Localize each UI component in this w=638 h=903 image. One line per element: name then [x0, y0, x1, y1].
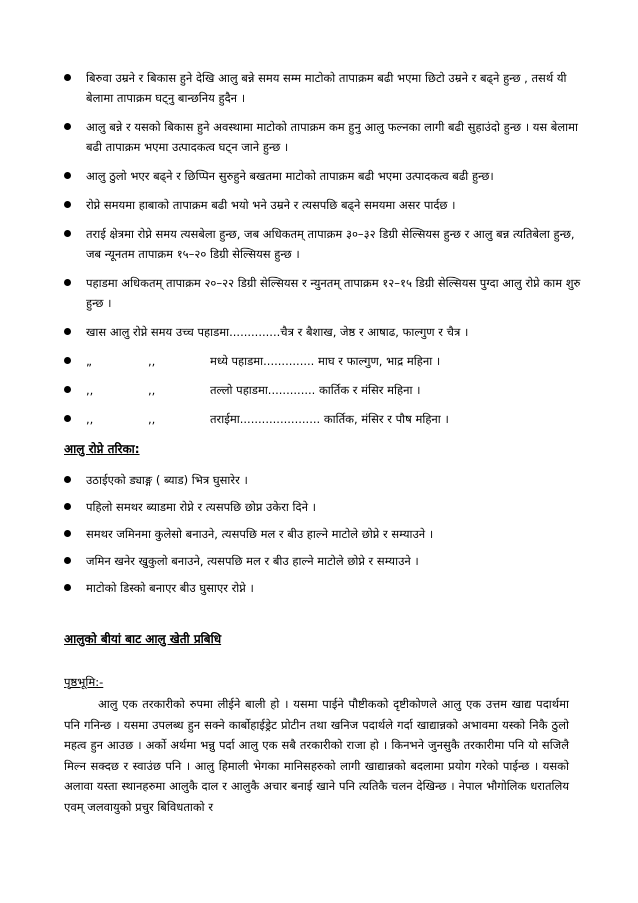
ditto-mark: ,,: [86, 412, 94, 426]
bullet-text: पहाडमा अधिकतम् तापाक्रम २०–२२ डिग्री सेल्सियस र न्युनतम् तापाक्रम १२–१५ डिग्री सेल्सियस पुग्दा आलु रोप्ने काम शुरु हुन्छ ।: [86, 276, 581, 310]
bullet-dot-icon: [64, 584, 71, 591]
ditto-mark: ,,: [148, 383, 156, 397]
bullet-dot-icon: [64, 557, 71, 564]
ditto-mark: ,,: [148, 354, 156, 368]
list-item: [64, 551, 584, 571]
seed-heading: आलुको बीयां बाट आलु खेती प्रबिधि: [64, 632, 222, 646]
background-label: पृष्ठभूमि:-: [64, 675, 104, 689]
bullet-dot-icon: [64, 123, 71, 130]
temperature-bullet-list: [64, 68, 584, 438]
ditto-mark: ,,: [148, 412, 156, 426]
bullet-dot-icon: [64, 74, 71, 81]
bullet-text: खास आलु रोप्ने समय उच्च पहाडमा..............चैत्र र बैशाख, जेष्ठ र आषाढ, फाल्गुण र चैत्र ।: [86, 325, 469, 339]
bullet-dot-icon: [64, 530, 71, 537]
bullet-dot-icon: [64, 357, 71, 364]
schedule-text: तल्लो पहाडमा............. कार्तिक र मंसिर महिना ।: [210, 383, 421, 397]
bullet-dot-icon: [64, 279, 71, 286]
schedule-row: [64, 351, 584, 371]
bullet-text: माटोको डिस्को बनाएर बीउ घुसाएर रोप्ने ।: [86, 581, 254, 595]
bullet-dot-icon: [64, 503, 71, 510]
bullet-text: रोप्ने समयमा हाबाको तापाक्रम बढी भयो भने उम्रने र त्यसपछि बढ्ने समयमा असर पार्दछ ।: [86, 198, 456, 212]
list-item: [64, 273, 584, 313]
list-item: [64, 195, 584, 215]
bullet-text: समथर जमिनमा कुलेसो बनाउने, त्यसपछि मल र बीउ हाल्ने माटोले छोप्ने र सम्याउने ।: [86, 527, 434, 541]
bullet-dot-icon: [64, 201, 71, 208]
bullet-text: जमिन खनेर खुकुलो बनाउने, त्यसपछि मल र बीउ हाल्ने माटोले छोप्ने र सम्याउने ।: [86, 554, 419, 568]
ditto-mark: „: [86, 354, 92, 368]
bullet-text: आलु ठुलो भएर बढ्ने र छिप्पिन सुरुहुने बखतमा माटोको तापाक्रम बढी भएमा उत्पादकत्व बढी हुन्छ।: [86, 169, 494, 183]
bullet-text: पहिलो समथर ब्याडमा रोप्ने र त्यसपछि छोप्न उकेरा दिने ।: [86, 500, 317, 514]
method-bullet-list: [64, 470, 584, 605]
bullet-text: उठाईएको ड्याङ्ग ( ब्याड) भित्र घुसारेर ।: [86, 473, 248, 487]
list-item: [64, 470, 584, 490]
bullet-dot-icon: [64, 386, 71, 393]
ditto-mark: ,,: [86, 383, 94, 397]
bullet-text: आलु बन्ने र यसको बिकास हुने अवस्थामा माटोको तापाक्रम कम हुनु आलु फल्नका लागी बढी सुहाउंदो हुन्छ । यस बेलामा बढी तापाक्रम भएमा उत्पादकत्व घट्न जाने हुन्छ ।: [86, 120, 579, 154]
bullet-text: तराई क्षेत्रमा रोप्ने समय त्यसबेला हुन्छ, जब अधिकतम् तापाक्रम ३०–३२ डिग्री सेल्सियस हुन्छ र आलु बन्न त्यतिबेला हुन्छ, जब न्यूनतम तापाक्रम १५–२० डिग्री सेल्सियस हुन्छ ।: [86, 227, 575, 261]
list-item: [64, 224, 584, 264]
background-paragraph: आलु एक तरकारीको रुपमा लीईने बाली हो । यसमा पाईने पौष्टीकको दृष्टीकोणले आलु एक उत्तम खाद्य पदार्थमा पनि गनिन्छ । यसमा उपलब्ध हुन सक्ने कार्बोहाईड्रेट प्रोटीन तथा खनिज पदार्थले गर्दा खाद्यान्नको अभावमा यस्को निकै ठुलो महत्व हुन आउछ । अर्को अर्थमा भन्नु पर्दा आलु एक सबै तरकारीको राजा हो । किनभने जुनसुकै तरकारीमा पनि यो सजिलै मिल्न सक्दछ र स्वाउंछ पनि । आलु हिमाली भेगका मानिसहरुको लागी खाद्यान्नको बदलामा प्रयोग गरेको पाईन्छ । यसको अलावा यस्ता स्थानहरुमा आलुकै दाल र आलुकै अचार बनाई खाने पनि त्यतिकै चलन देखिन्छ । नेपाल भौगोलिक धरातलिय एवम् जलवायुको प्रचुर बिविधताको र: [64, 697, 569, 814]
bullet-dot-icon: [64, 172, 71, 179]
list-item: [64, 68, 584, 108]
method-heading: आलु रोप्ने तरिका:: [64, 442, 140, 456]
list-item: [64, 322, 584, 342]
schedule-row: [64, 409, 584, 429]
schedule-text: मध्ये पहाडमा.............. माघ र फाल्गुण, भाद्र महिना ।: [210, 354, 441, 368]
schedule-row: [64, 380, 584, 400]
bullet-dot-icon: [64, 328, 71, 335]
list-item: [64, 524, 584, 544]
list-item: [64, 117, 584, 157]
bullet-text: बिरुवा उम्रने र बिकास हुने देखि आलु बन्ने समय सम्म माटोको तापाक्रम बढी भएमा छिटो उम्रने र बढ्ने हुन्छ , तसर्थ यी बेलामा तापाक्रम घट्नु बान्छनिय हुदैन ।: [86, 71, 567, 105]
bullet-dot-icon: [64, 415, 71, 422]
bullet-dot-icon: [64, 476, 71, 483]
list-item: [64, 497, 584, 517]
bullet-dot-icon: [64, 230, 71, 237]
list-item: [64, 166, 584, 186]
list-item: [64, 578, 584, 598]
schedule-text: तराईमा...................... कार्तिक, मंसिर र पौष महिना ।: [210, 412, 449, 426]
